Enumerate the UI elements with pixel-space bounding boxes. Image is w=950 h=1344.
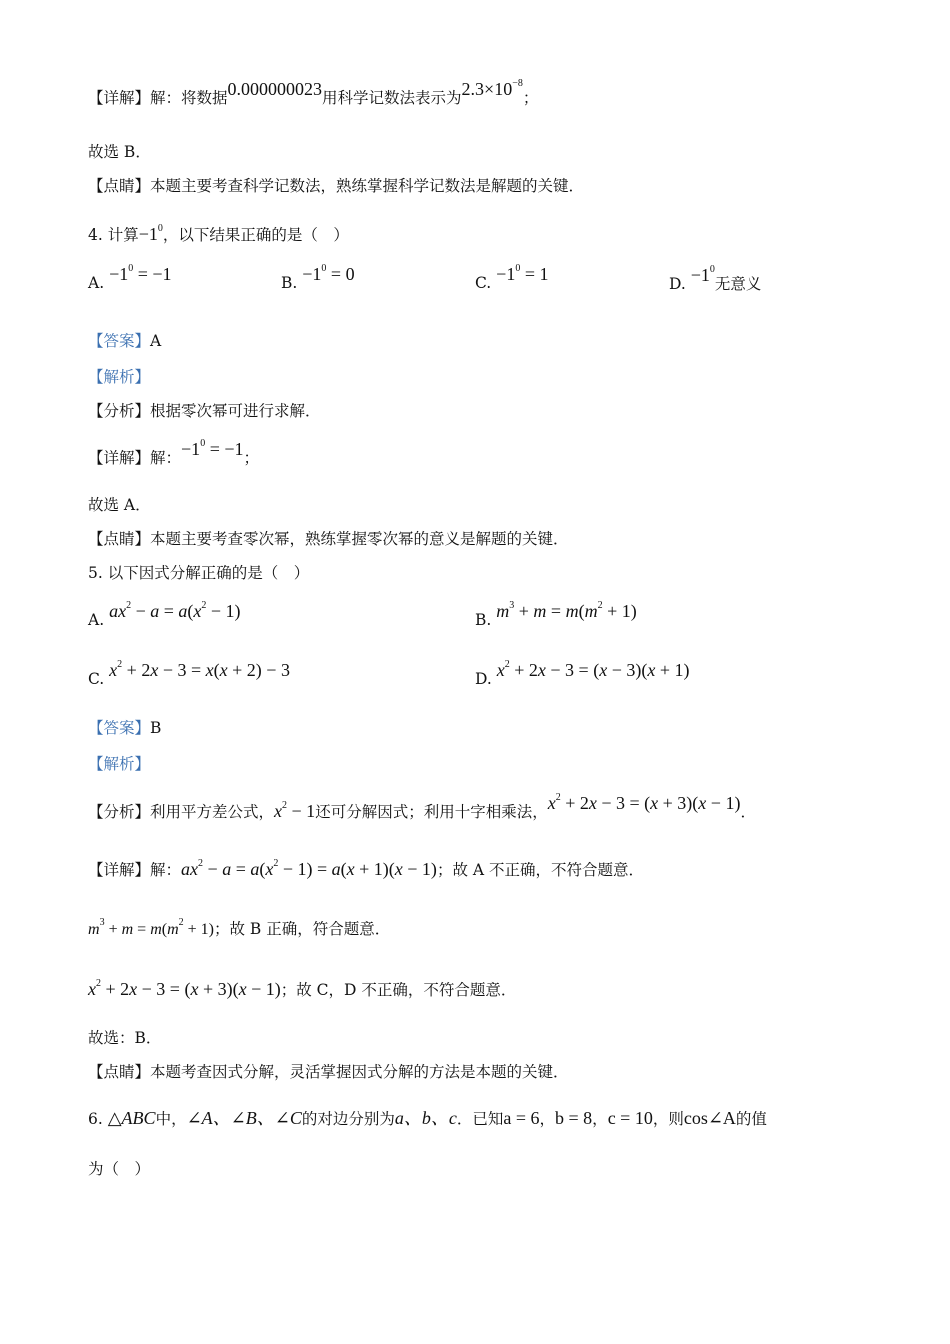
q3-note: 【点睛】本题主要考查科学记数法，熟练掌握科学记数法是解题的关键． bbox=[88, 177, 585, 195]
q4-option-c: C. $-1^0 = 1$ bbox=[475, 263, 549, 292]
q4-stem: 4. 计算$-1^0$，以下结果正确的是（ ） bbox=[88, 223, 349, 244]
q3-detail-line: 【详解】解：将数据0.000000023用科学记数法表示为$2.3\times 10^{-8}$； bbox=[88, 78, 539, 107]
scientific-notation: $2.3\times 10^{-8}$ bbox=[461, 78, 523, 99]
q3-choose: 故选 B． bbox=[88, 143, 151, 161]
detail-text-2: 用科学记数法表示为 bbox=[322, 89, 462, 107]
q5-note: 【点睛】本题考查因式分解，灵活掌握因式分解的方法是本题的关键． bbox=[88, 1063, 569, 1081]
original-number: 0.000000023 bbox=[227, 79, 323, 99]
q4-fenxi: 【分析】根据零次幂可进行求解． bbox=[88, 402, 321, 420]
q4-option-a: A. $-1^0 = -1$ bbox=[88, 263, 172, 292]
q4-note: 【点睛】本题主要考查零次幂，熟练掌握零次幂的意义是解题的关键． bbox=[88, 530, 569, 548]
q4-analysis-label: 【解析】 bbox=[88, 368, 151, 386]
q4-answer: 【答案】A bbox=[88, 332, 162, 350]
q4-detail: 【详解】解：$-1^0 = -1$； bbox=[88, 438, 260, 467]
q5-answer: 【答案】B bbox=[88, 719, 162, 737]
q4-option-b: B. $-1^0 = 0$ bbox=[281, 263, 355, 292]
q5-detail-b: $m^3 + m = m(m^2 + 1)$；故 B 正确，符合题意． bbox=[88, 917, 391, 938]
q5-option-a: A. $ax^2 - a = a(x^2 - 1)$ bbox=[88, 600, 241, 629]
q6-stem-line2: 为（ ） bbox=[88, 1160, 151, 1178]
detail-text: 解：将数据 bbox=[150, 89, 228, 107]
q5-option-b: B. $m^3 + m = m(m^2 + 1)$ bbox=[475, 600, 637, 629]
q4-choose: 故选 A． bbox=[88, 496, 151, 514]
q5-fenxi: 【分析】利用平方差公式，$x^2 - 1$还可分解因式；利用十字相乘法，$x^2 + 2x - 3 = (x + 3)(x - 1)$． bbox=[88, 792, 756, 821]
q5-option-d: D. $x^2 + 2x - 3 = (x - 3)(x + 1)$ bbox=[475, 659, 690, 688]
q5-stem: 5. 以下因式分解正确的是（ ） bbox=[88, 564, 310, 582]
q5-choose: 故选：B． bbox=[88, 1029, 162, 1047]
q5-option-c: C. $x^2 + 2x - 3 = x(x + 2) - 3$ bbox=[88, 659, 290, 688]
q5-analysis-label: 【解析】 bbox=[88, 755, 151, 773]
q4-option-d: D. $-1^0$无意义 bbox=[669, 264, 762, 293]
detail-label: 【详解】 bbox=[88, 89, 151, 107]
q5-detail-cd: $x^2 + 2x - 3 = (x + 3)(x - 1)$；故 C，D 不正确，不符合题意． bbox=[88, 978, 517, 999]
q6-stem: 6. △ABC中，∠A、∠B、∠C的对边分别为a、b、c．已知a = 6，b = 8，c = 10，则cos∠A的值 bbox=[88, 1108, 767, 1128]
q5-detail-a: 【详解】解：$ax^2 - a = a(x^2 - 1) = a(x + 1)(x - 1)$；故 A 不正确，不符合题意． bbox=[88, 858, 644, 879]
